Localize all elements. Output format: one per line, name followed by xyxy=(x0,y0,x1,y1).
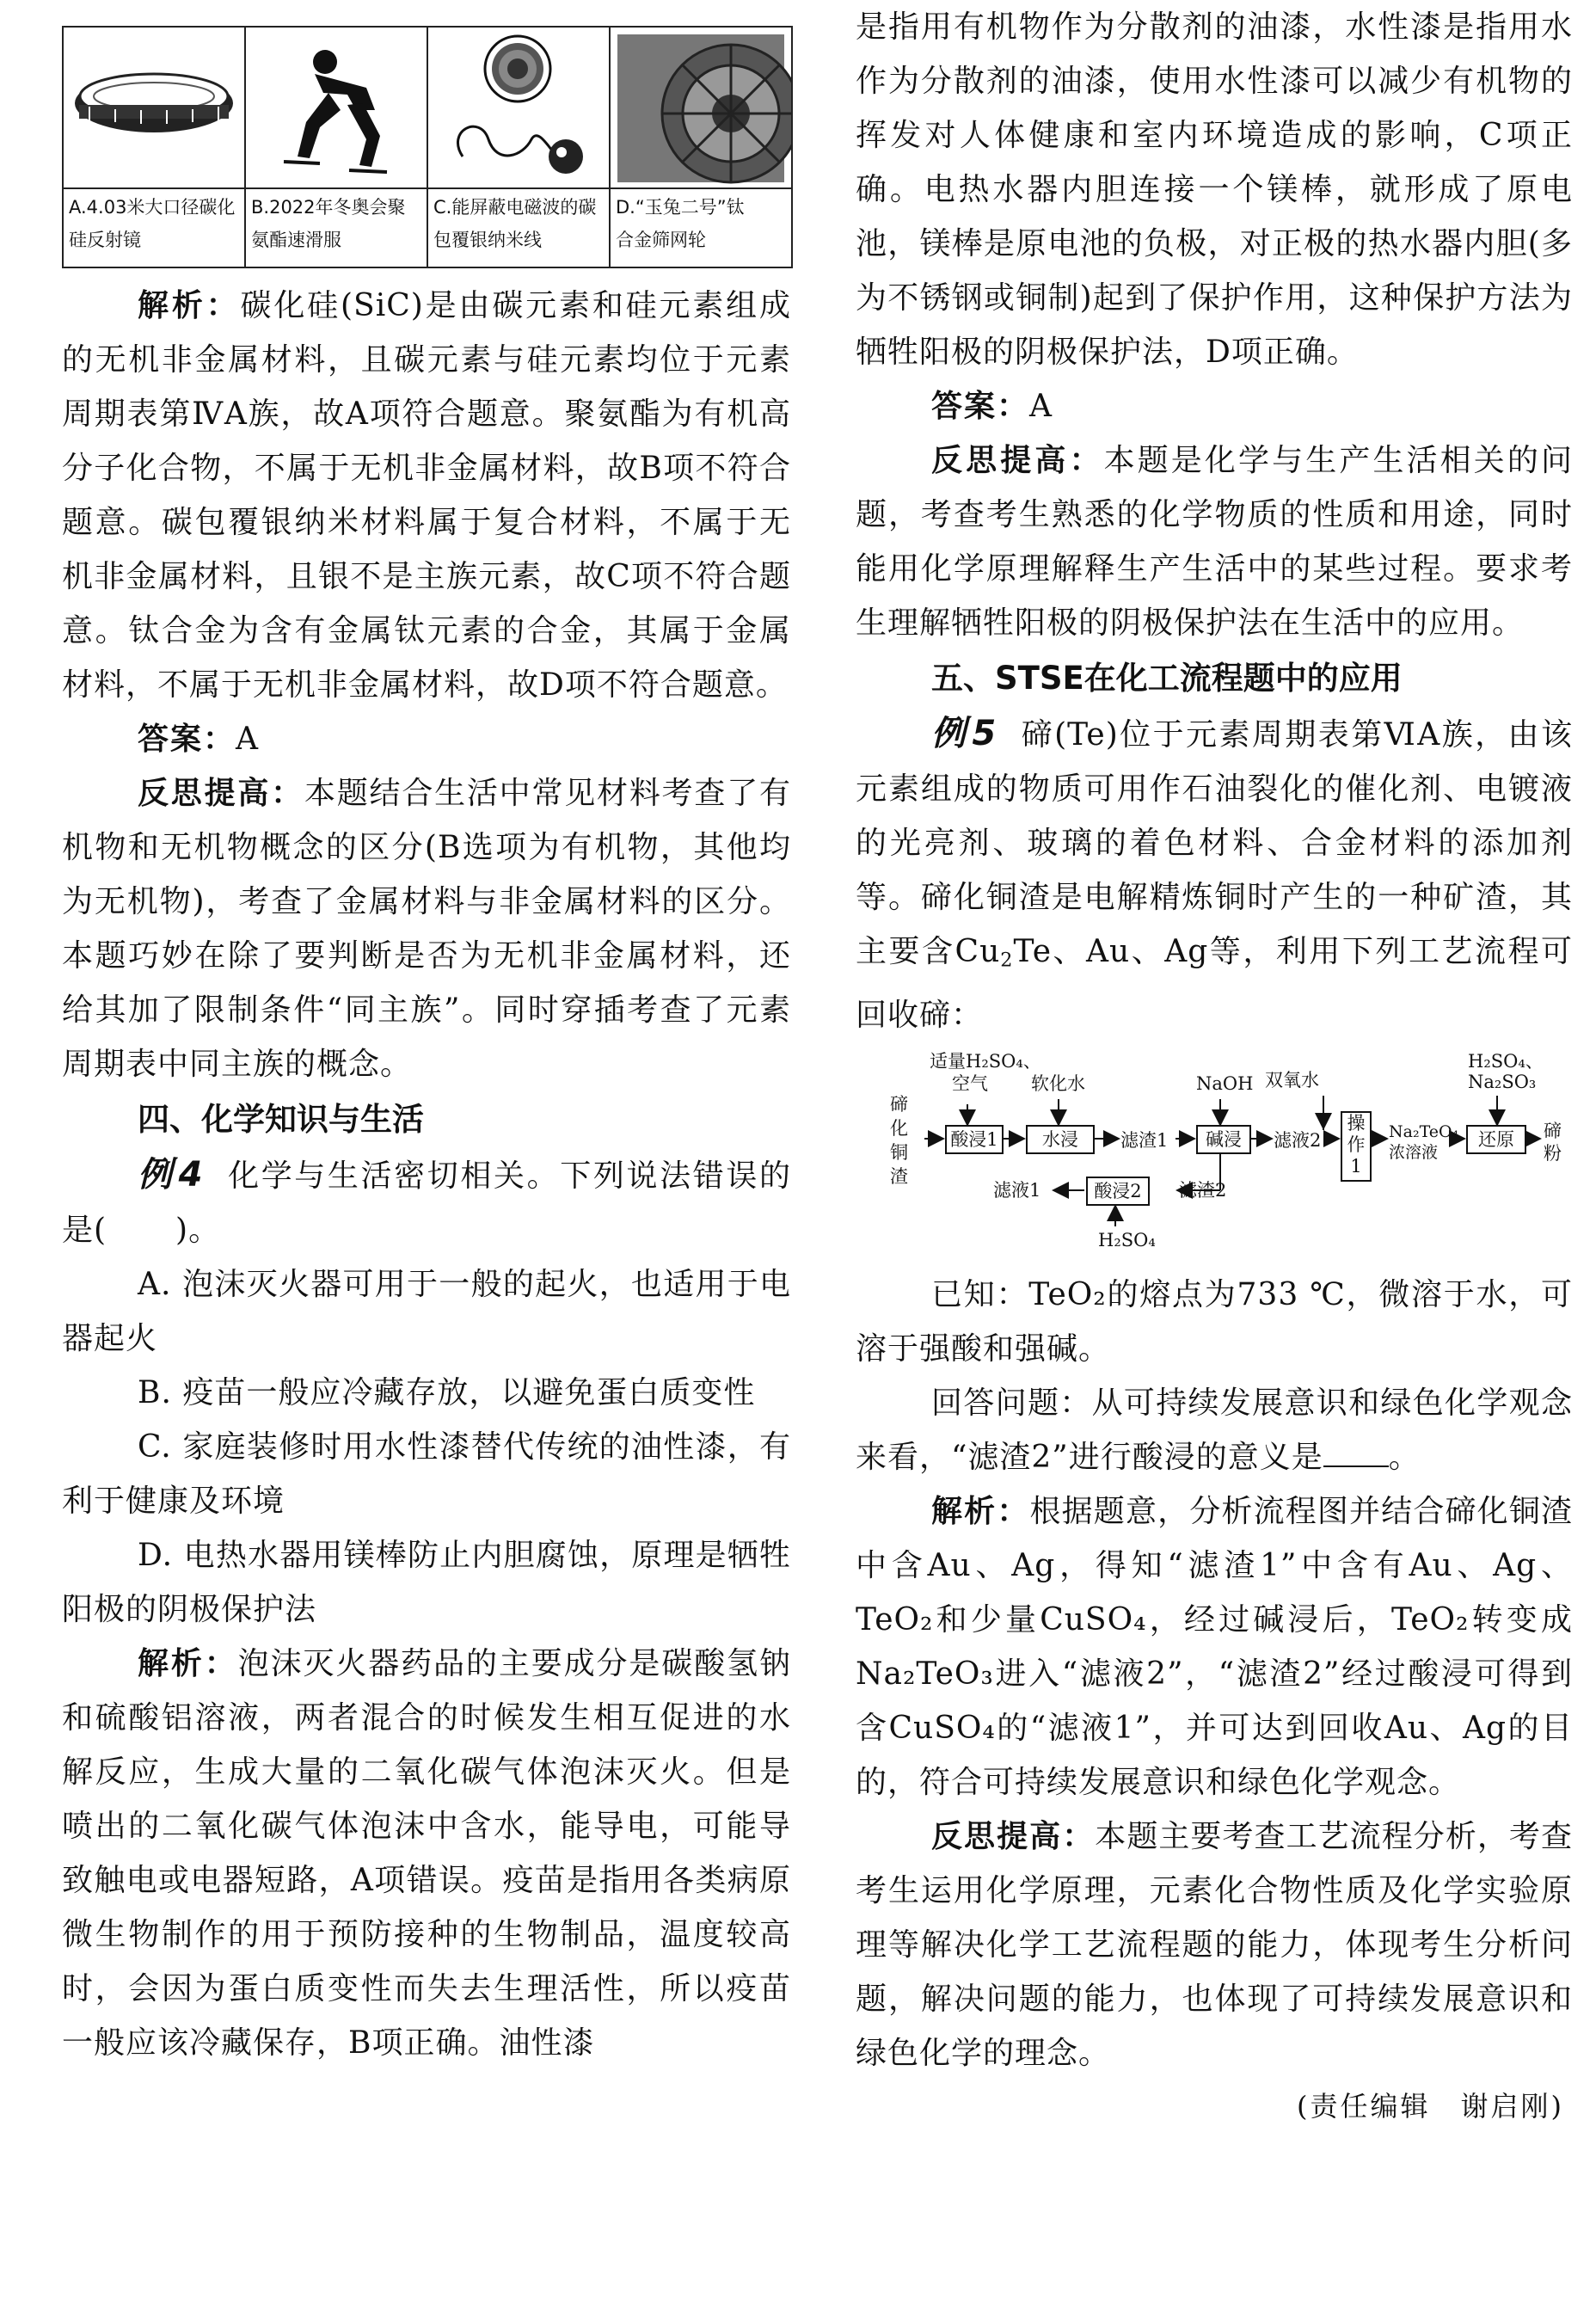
box-water-leach: 水浸 xyxy=(1026,1125,1095,1154)
right-column xyxy=(856,0,1573,2132)
reagent-5a: H₂SO₄、 xyxy=(1468,1050,1544,1072)
label-residue-1: 滤渣1 xyxy=(1120,1129,1169,1151)
caption-b: B.2022年冬奥会聚 氨酯速滑服 xyxy=(251,197,406,250)
silicon-carbide-mirror-image xyxy=(64,28,244,187)
label-residue-2: 滤渣2 xyxy=(1179,1179,1227,1201)
feed-label: 碲 化 铜 渣 xyxy=(890,1093,908,1187)
caption-a: A.4.03米大口径碳化 硅反射镜 xyxy=(69,197,236,250)
answer-blank xyxy=(1323,1440,1389,1467)
section-5-title: 五、STSE在化工流程题中的应用 xyxy=(931,660,1403,697)
box-alkali-leach: 碱浸 xyxy=(1196,1125,1251,1154)
example-4-option-b: B. 疫苗一般应冷藏存放，以避免蛋白质变性 xyxy=(138,1375,756,1410)
editor-credit: (责任编辑 谢启刚) xyxy=(1297,2089,1564,2123)
image-cell-a xyxy=(64,28,246,267)
silver-nanowire-image xyxy=(428,28,609,187)
reagent-4: 双氧水 xyxy=(1265,1069,1319,1091)
image-cell-b xyxy=(246,28,428,267)
example-5-stem: 例5 碲(Te)位于元素周期表第ⅥA族，由该元素组成的物质可用作石油裂化的催化剂、电镀液的光亮剂、玻璃的着色材料、合金材料的添加剂等。碲化铜渣是电解精炼铜时产生的一种矿渣，其主要含$Cu_2Te$、Au、Ag等，利用下列工艺流程可回收碲： xyxy=(856,714,1574,1033)
reagent-6: H₂SO₄ xyxy=(1098,1229,1156,1250)
example-4-option-d: D. 电热水器用镁棒防止内胆腐蚀，原理是牺牲阳极的阴极保护法 xyxy=(62,1538,791,1627)
label-product: 碲 粉 xyxy=(1544,1120,1562,1164)
reagent-1a: 适量H₂SO₄、 xyxy=(930,1050,1041,1072)
q3-analysis: 解析：碳化硅(SiC)是由碳元素和硅元素组成的无机非金属材料，且碳元素与硅元素均位于元素周期表第ⅣA族，故A项符合题意。聚氨酯为有机高分子化合物，不属于无机非金属材料，故B项不符合题意。碳包覆银纳米材料属于复合材料，不属于无机非金属材料，且银不是主族元素，故C项不符合题意。钛合金为含有金属钛元素的合金，其属于金属材料，不属于无机非金属材料，故D项不符合题意。 xyxy=(62,288,791,703)
example-4-option-a: A. 泡沫灭火器可用于一般的起火，也适用于电器起火 xyxy=(62,1267,791,1356)
label-filtrate-1: 滤液1 xyxy=(993,1179,1041,1201)
speed-skater-image xyxy=(246,28,427,187)
example-4-analysis: 解析：泡沫灭火器药品的主要成分是碳酸氢钠和硫酸铝溶液，两者混合的时候发生相互促进的水解反应，生成大量的二氧化碳气体泡沫灭火。但是喷出的二氧化碳气体泡沫中含水，能导电，可能导致触电或电器短路，A项错误。疫苗是指用各类病原微生物制作的用于预防接种的生物制品，温度较高时，会因为蛋白质变性而失去生理活性，所以疫苗一般应该冷藏保存，B项正确。油性漆 xyxy=(62,1646,791,2061)
label-solution: Na₂TeO₄ 浓溶液 xyxy=(1389,1121,1459,1162)
example-5-analysis: 解析：根据题意，分析流程图并结合碲化铜渣中含Au、Ag，得知“滤渣1”中含有Au、Ag、TeO₂和少量CuSO₄，经过碱浸后，TeO₂转变成Na₂TeO₃进入“滤液2”，“滤渣2”经过酸浸可得到含CuSO₄的“滤液1”，并可达到回收Au、Ag的目的，符合可持续发展意识和绿色化学观念。 xyxy=(856,1493,1573,1800)
example-4-reflection: 反思提高：本题是化学与生产生活相关的问题，考查考生熟悉的化学物质的性质和用途，同时能用化学原理解释生产生活中的某些过程。要求考生理解牺牲阳极的阴极保护法在生活中的应用。 xyxy=(856,443,1573,641)
material-image-table xyxy=(62,26,793,268)
caption-c: C.能屏蔽电磁波的碳 包覆银纳米线 xyxy=(433,197,597,250)
example-4-answer: 答案：A xyxy=(931,389,1053,424)
example-5-reflection: 反思提高：本题主要考查工艺流程分析，考查考生运用化学原理，元素化合物性质及化学实验原理等解决化学工艺流程题的能力，体现考生分析问题，解决问题的能力，也体现了可持续发展意识和绿色化学的理念。 xyxy=(856,1818,1573,2071)
left-column xyxy=(62,0,791,2070)
reagent-2: 软化水 xyxy=(1031,1072,1085,1094)
example-4-option-c: C. 家庭装修时用水性漆替代传统的油性漆，有利于健康及环境 xyxy=(62,1429,791,1519)
reagent-1b: 空气 xyxy=(952,1072,988,1094)
image-cell-c xyxy=(428,28,611,267)
box-operation-1: 操 作 1 xyxy=(1341,1111,1372,1182)
image-cell-d xyxy=(611,28,791,267)
box-acid-leach-1: 酸浸1 xyxy=(945,1125,1004,1154)
box-reduction: 还原 xyxy=(1466,1125,1526,1154)
q3-answer: 答案：A xyxy=(138,722,260,757)
box-acid-leach-2: 酸浸2 xyxy=(1086,1177,1150,1206)
titanium-wheel-image xyxy=(611,28,791,187)
example-5-known: 已知：TeO₂的熔点为733 ℃，微溶于水，可溶于强酸和强碱。 xyxy=(856,1276,1573,1367)
reagent-5b: Na₂SO₃ xyxy=(1468,1071,1537,1092)
q3-reflection: 反思提高：本题结合生活中常见材料考查了有机物和无机物概念的区分(B选项为有机物，其他均为无机物)，考查了金属材料与非金属材料的区分。本题巧妙在除了要判断是否为无机非金属材料，还给其加了限制条件“同主族”。同时穿插考查了元素周期表中同主族的概念。 xyxy=(62,776,791,1082)
example-5-question: 回答问题：从可持续发展意识和绿色化学观念来看，“滤渣2”进行酸浸的意义是 。 xyxy=(856,1385,1573,1475)
caption-d: D.“玉兔二号”钛 合金筛网轮 xyxy=(616,197,745,250)
reagent-3: NaOH xyxy=(1196,1072,1254,1094)
section-4-title: 四、化学知识与生活 xyxy=(138,1101,424,1138)
tellurium-process-flowchart xyxy=(890,1051,1569,1256)
label-filtrate-2: 滤液2 xyxy=(1274,1129,1322,1151)
example-4-analysis-continued: 是指用有机物作为分散剂的油漆，水性漆是指用水作为分散剂的油漆，使用水性漆可以减少有机物的挥发对人体健康和室内环境造成的影响，C项正确。电热水器内胆连接一个镁棒，就形成了原电池，镁棒是原电池的负极，对正极的热水器内胆(多为不锈钢或铜制)起到了保护作用，这种保护方法为牺牲阳极的阴极保护法，D项正确。 xyxy=(856,9,1573,370)
example-4-stem: 例4 化学与生活密切相关。下列说法错误的是( )。 xyxy=(62,1155,791,1248)
